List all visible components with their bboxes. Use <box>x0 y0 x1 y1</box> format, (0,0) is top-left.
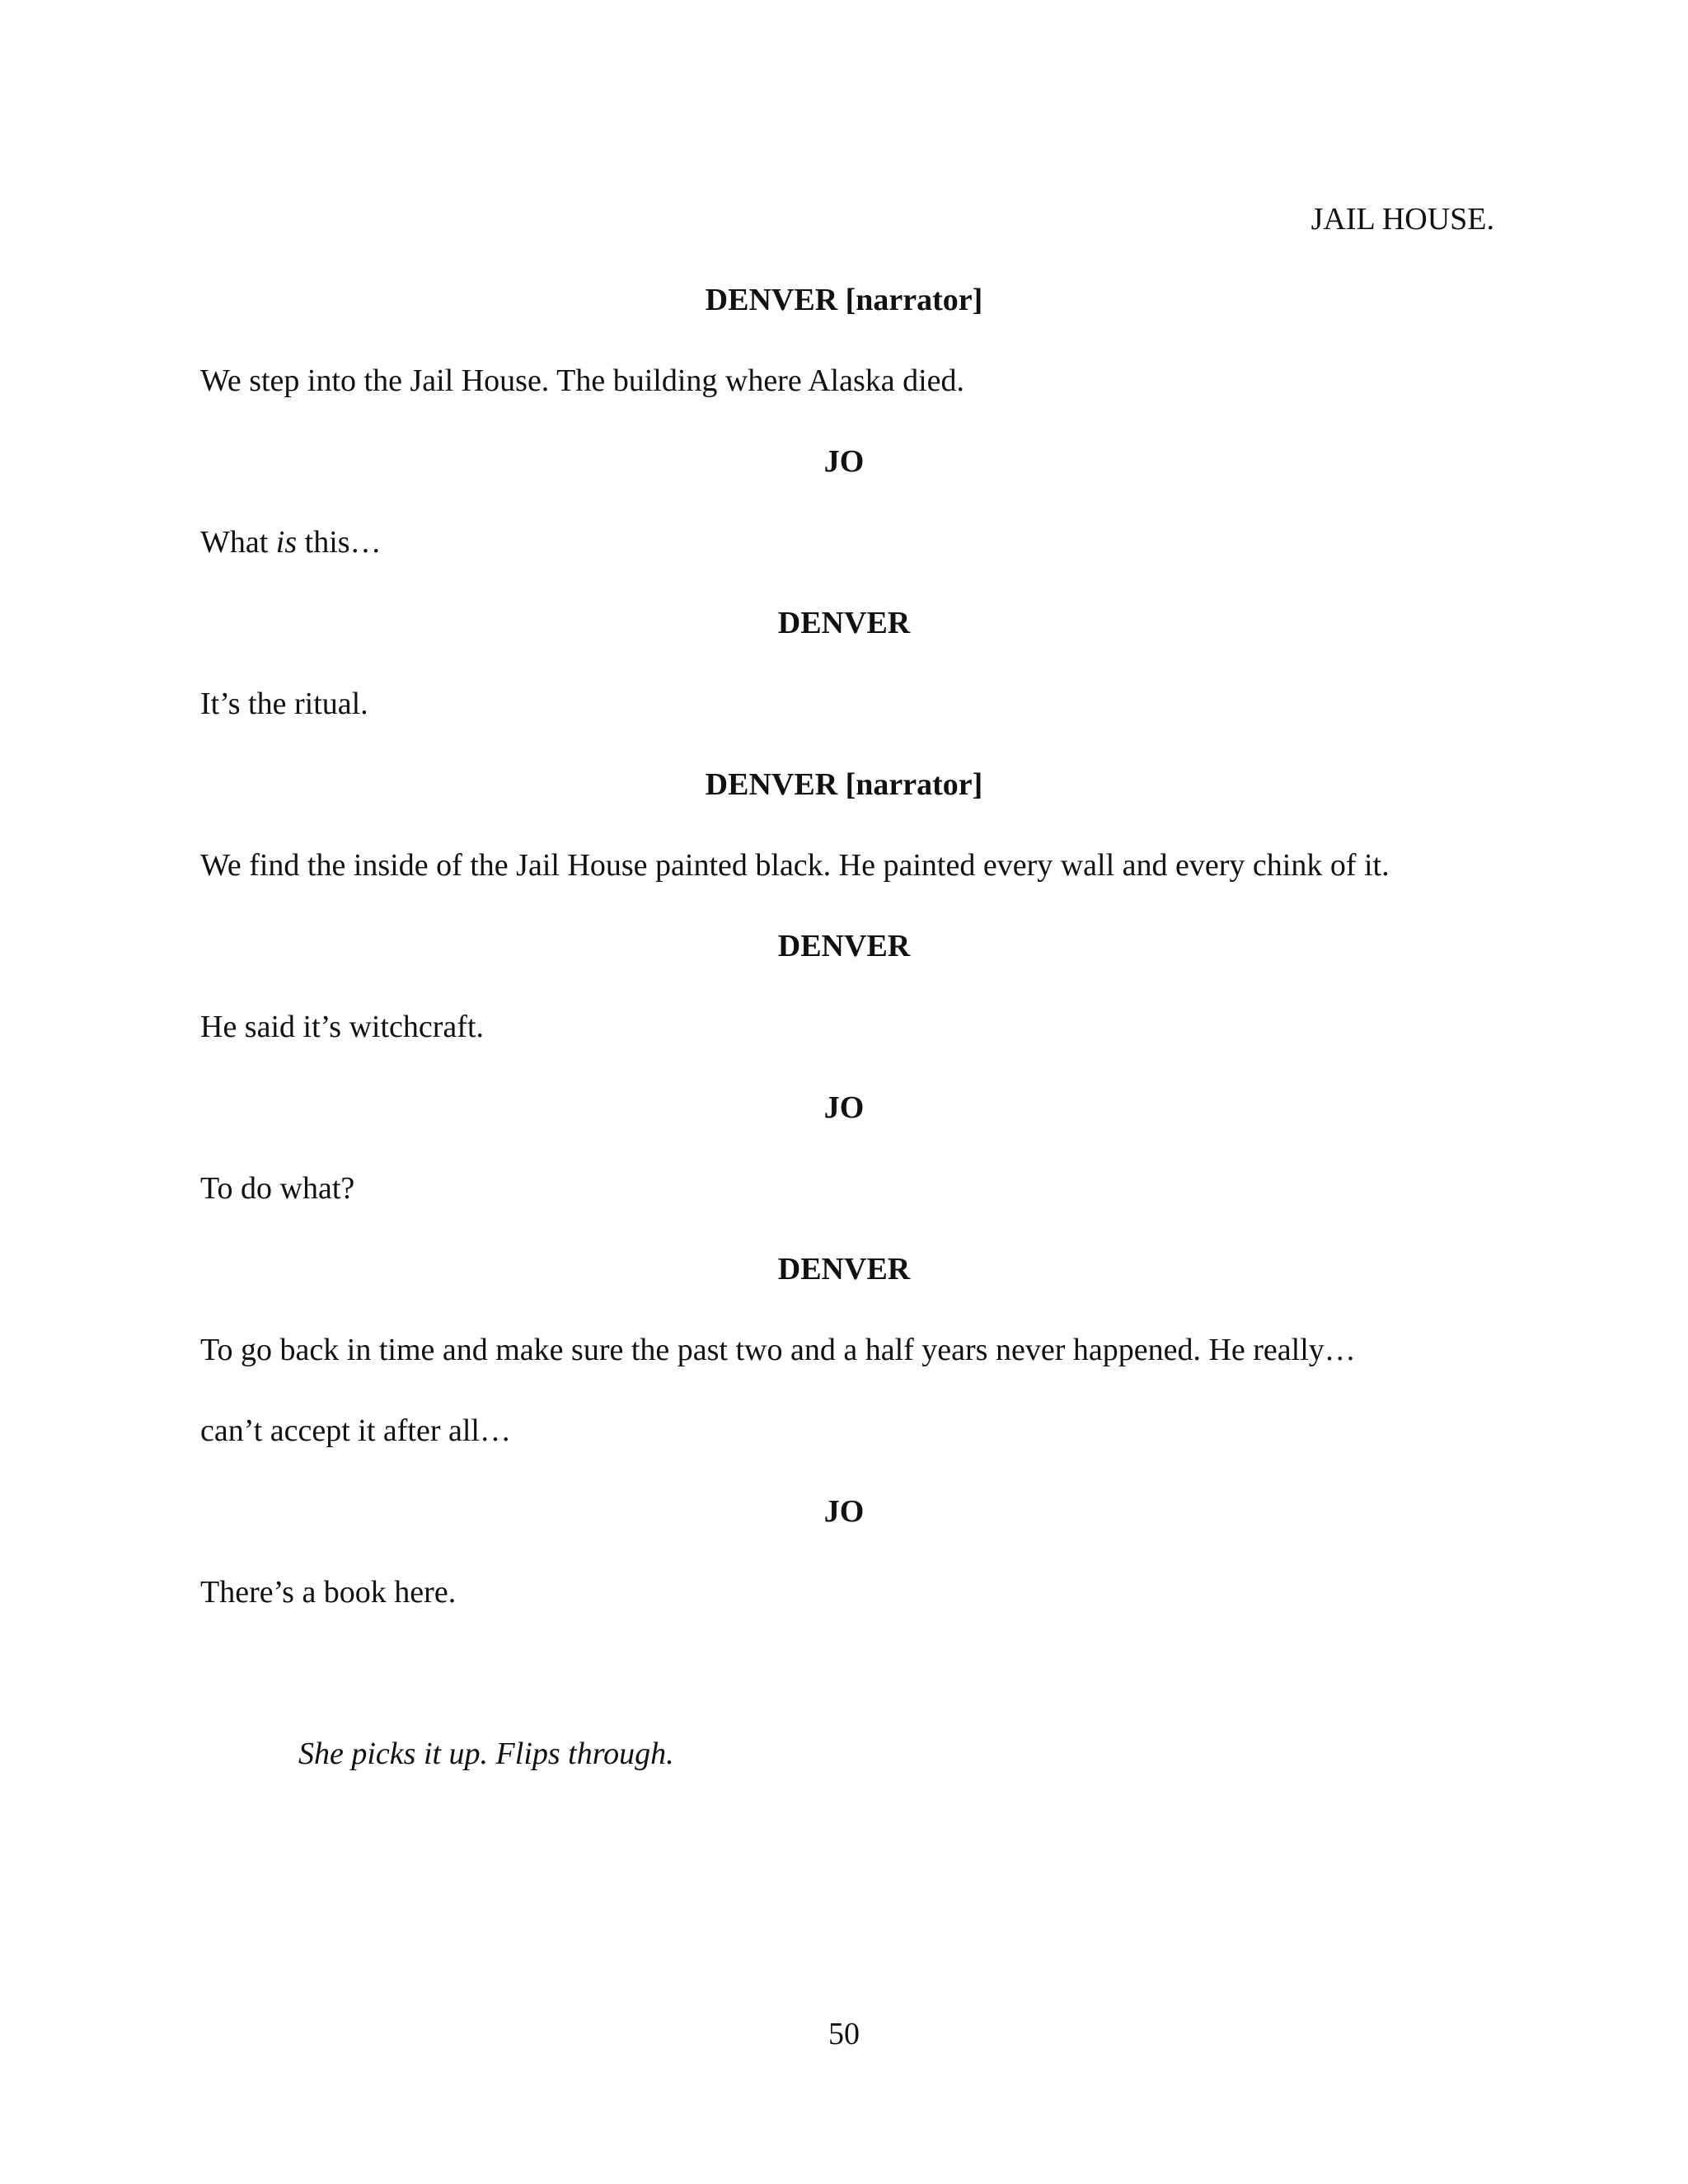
dialogue-line: To do what? <box>200 1171 355 1206</box>
speaker-jo: JO <box>823 1090 865 1125</box>
page-number: 50 <box>828 2017 860 2051</box>
dialogue-text: this… <box>297 525 382 560</box>
speaker-denver-narrator: DENVER [narrator] <box>705 767 983 802</box>
speaker-denver: DENVER <box>777 606 911 640</box>
dialogue-line: can’t accept it after all… <box>200 1413 511 1448</box>
speaker-jo: JO <box>823 1494 865 1529</box>
dialogue-line: To go back in time and make sure the past two and a half years never happened. He really… <box>200 1333 1356 1367</box>
dialogue-line <box>200 523 382 561</box>
dialogue-text: What <box>200 525 276 560</box>
scene-heading: JAIL HOUSE. <box>1311 202 1494 237</box>
dialogue-line: We find the inside of the Jail House painted black. He painted every wall and every chink of it. <box>200 848 1390 883</box>
speaker-denver: DENVER <box>777 1252 911 1286</box>
stage-direction: She picks it up. Flips through. <box>298 1736 674 1771</box>
dialogue-line: He said it’s witchcraft. <box>200 1010 485 1044</box>
dialogue-line: We step into the Jail House. The building where Alaska died. <box>200 363 965 398</box>
dialogue-line: It’s the ritual. <box>200 687 368 721</box>
dialogue-line: There’s a book here. <box>200 1575 457 1610</box>
emphasis-text: is <box>275 525 298 560</box>
speaker-denver: DENVER <box>777 929 911 963</box>
speaker-jo: JO <box>823 444 865 479</box>
speaker-denver-narrator: DENVER [narrator] <box>705 283 983 317</box>
